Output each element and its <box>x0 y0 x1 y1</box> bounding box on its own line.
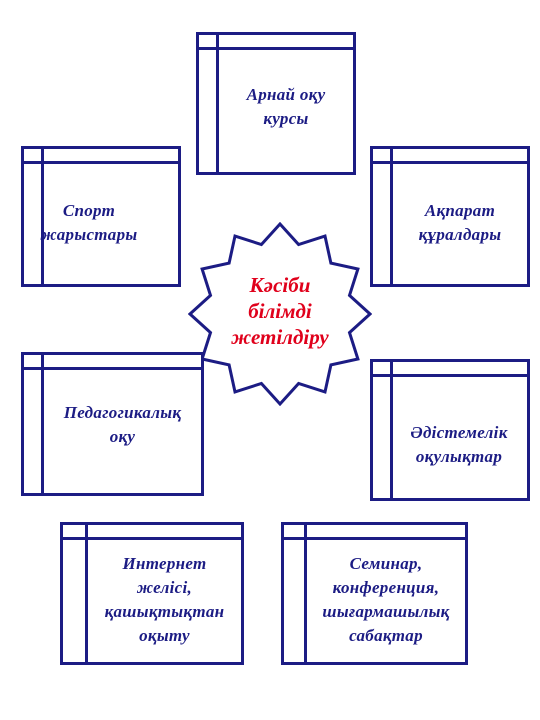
node-adistemelik-oqulyqtar <box>370 359 530 501</box>
center-label: Кәсіби білімді жетілдіру <box>231 273 329 349</box>
node-label-pedagog: Педагогикалық оқу <box>63 403 182 446</box>
node-sport-zharystary <box>21 146 181 287</box>
node-label-seminar: Семинар, конференция, шығармашылық сабақтар <box>322 553 450 645</box>
node-label-adistemelik: Әдістемелік оқулықтар <box>410 423 508 466</box>
node-seminar-konferenciya <box>281 522 468 665</box>
node-arnai-oqu-kursy <box>196 32 356 175</box>
node-label-internet: Интернет желісі, қашықтықтан оқыту <box>104 553 225 645</box>
node-label-arnai: Арнай оқу курсы <box>246 84 326 128</box>
node-internet-zhelisi <box>60 522 244 665</box>
node-label-sport: Спорт жарыстары <box>40 200 138 244</box>
node-label-aqparat: Ақпарат құралдары <box>418 200 502 244</box>
node-pedagogikalyq-oqu <box>21 352 204 496</box>
node-aqparat-quraldary <box>370 146 530 287</box>
